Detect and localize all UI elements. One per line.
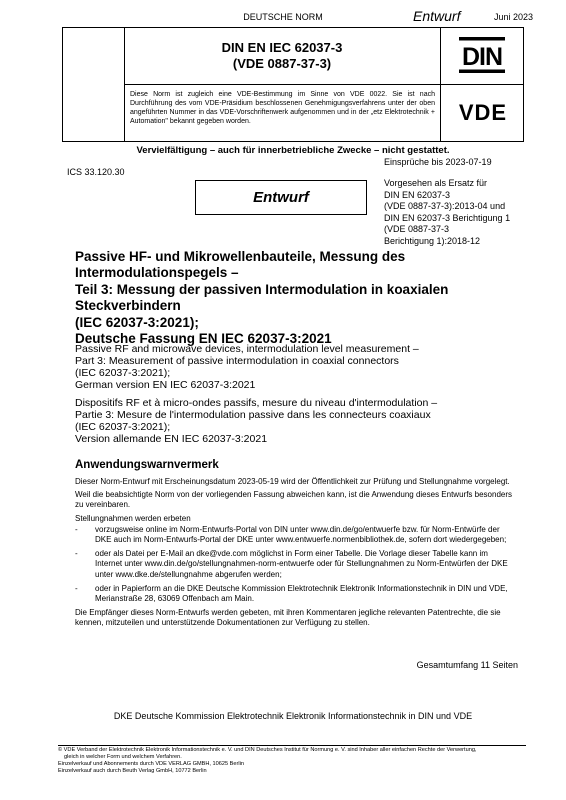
vde-classification: (VDE 0887-37-3) <box>232 56 332 71</box>
replacement-note <box>384 178 534 247</box>
reproduction-notice: Vervielfältigung – auch für innerbetriebliche Zwecke – nicht gestattet. <box>136 145 450 156</box>
replacement-line: (VDE 0887-37-3):2013-04 und <box>384 201 506 211</box>
title-line: Part 3: Measurement of passive intermodulation in coaxial connectors <box>75 355 399 367</box>
title-line: Version allemande EN IEC 62037-3:2021 <box>75 433 268 445</box>
title-line: Intermodulationspegels – <box>75 265 239 281</box>
bullet-marker: - <box>75 549 78 559</box>
title-line: Teil 3: Messung der passiven Intermodulation in koaxialen <box>75 281 449 297</box>
warning-paragraph: Dieser Norm-Entwurf mit Erscheinungsdatum 2023-05-19 wird der Öffentlichkeit zur Prüfung und Stellungnahme vorgelegt. <box>75 477 510 486</box>
copyright-footer <box>58 747 538 775</box>
list-item <box>75 525 515 545</box>
bullet-text: oder in Papierform an die DKE Deutsche Kommission Elektrotechnik Elektronik Informationstechnik in DIN und VDE, Merianstraße 28, 63069 Offenbach am Main. <box>95 583 508 604</box>
replacement-line: Vorgesehen als Ersatz für <box>384 178 488 188</box>
title-line: Steckverbindern <box>75 298 181 314</box>
total-pages: Gesamtumfang 11 Seiten <box>416 660 518 670</box>
din-logo <box>458 36 506 74</box>
list-item <box>75 584 515 604</box>
title-line: (IEC 62037-3:2021); <box>75 421 171 433</box>
title-english <box>75 343 515 391</box>
norm-label: DEUTSCHE NORM <box>243 12 323 22</box>
title-line: Partie 3: Mesure de l'intermodulation passive dans les connecteurs coaxiaux <box>75 409 431 421</box>
warning-paragraph: Stellungnahmen werden erbeten <box>75 513 191 523</box>
frame-divider-horizontal <box>124 84 524 85</box>
warning-body <box>75 477 515 632</box>
title-line: (IEC 62037-3:2021); <box>75 367 171 379</box>
title-line: German version EN IEC 62037-3:2021 <box>75 379 256 391</box>
warning-heading: Anwendungswarnvermerk <box>75 459 219 471</box>
title-line: Passive HF- und Mikrowellenbauteile, Messung des <box>75 249 406 264</box>
bullet-marker: - <box>75 524 78 534</box>
draft-label: Entwurf <box>413 8 461 24</box>
footer-line: Einzelverkauf und Abonnements durch VDE VERLAG GMBH, 10625 Berlin <box>58 761 244 767</box>
replacement-line: Berichtigung 1):2018-12 <box>384 235 481 246</box>
warning-paragraph: Die Empfänger dieses Norm-Entwurfs werden gebeten, mit ihren Kommentaren jegliche relevanten Patentrechte, die sie kennen, mitzuteilen und unterstützende Dokumentationen zur Verfügung zu stellen. <box>75 608 501 628</box>
svg-text:DIN: DIN <box>461 43 503 71</box>
warning-paragraph: Weil die beabsichtigte Norm von der vorliegenden Fassung abweichen kann, ist die Anwendung dieses Entwurfs besonders zu vereinbaren. <box>75 490 512 510</box>
title-line: Dispositifs RF et à micro-ondes passifs, mesure du niveau d'intermodulation – <box>75 397 438 409</box>
title-line: Passive RF and microwave devices, intermodulation level measurement – <box>75 343 419 355</box>
replacement-line: DIN EN 62037-3 <box>384 189 451 200</box>
title-german <box>75 249 515 347</box>
draft-box: Entwurf <box>195 180 367 215</box>
dke-line: DKE Deutsche Kommission Elektrotechnik Elektronik Informationstechnik in DIN und VDE <box>113 711 473 721</box>
ics-code: ICS 33.120.30 <box>67 167 125 177</box>
objection-deadline: Einsprüche bis 2023-07-19 <box>384 157 492 167</box>
bullet-marker: - <box>75 583 78 593</box>
footer-line: © VDE Verband der Elektrotechnik Elektronik Informationstechnik e. V. und DIN Deutsches Institut für Normung e. V. sind Inhaber aller einfachen Rechte der Verwertung, <box>58 747 477 753</box>
standard-number: DIN EN IEC 62037-3 <box>221 40 343 55</box>
bullet-text: oder als Datei per E-Mail an dke@vde.com möglichst in Form einer Tabelle. Die Vorlage dieser Tabelle kann im Internet unter www.din.de/go/stellungnahmen-norm-entwuerfe oder für Stellungnahmen zu Norm-Entwürfen der DKE unter www.dke.de/stellungnahme abgerufen werden; <box>95 549 508 579</box>
list-item <box>75 549 515 580</box>
vde-note: Diese Norm ist zugleich eine VDE-Bestimmung im Sinne von VDE 0022. Sie ist nach Durchführung des vom VDE-Präsidium beschlossenen Genehmigungsverfahrens unter der oben angeführten Nummer in das VDE-Vorschriftenwerk aufgenommen und in der „etz Elektrotechnik + Automation" bekannt gegeben worden. <box>130 91 435 125</box>
title-line: (IEC 62037-3:2021); <box>75 314 199 330</box>
vde-logo: VDE <box>458 100 508 125</box>
bullet-text: vorzugsweise online im Norm-Entwurfs-Portal von DIN unter www.din.de/go/entwuerfe bzw. für Norm-Entwürfe der DKE auch im Norm-Entwurfs-Portal der DKE unter www.entwuerfe.normenbibliothek.de, sofern dort wiedergegeben; <box>95 524 507 545</box>
title-french <box>75 397 515 445</box>
replacement-line: (VDE 0887-37-3 <box>384 224 450 234</box>
footer-line: Einzelverkauf auch durch Beuth Verlag GmbH, 10772 Berlin <box>58 768 207 774</box>
replacement-line: DIN EN 62037-3 Berichtigung 1 <box>384 212 511 223</box>
footer-line: gleich in welcher Form und welchem Verfahren. <box>64 754 182 760</box>
standard-id <box>124 40 440 72</box>
footer-divider <box>58 745 526 746</box>
issue-date: Juni 2023 <box>494 12 534 22</box>
title-line: Deutsche Fassung EN IEC 62037-3:2021 <box>75 331 332 347</box>
